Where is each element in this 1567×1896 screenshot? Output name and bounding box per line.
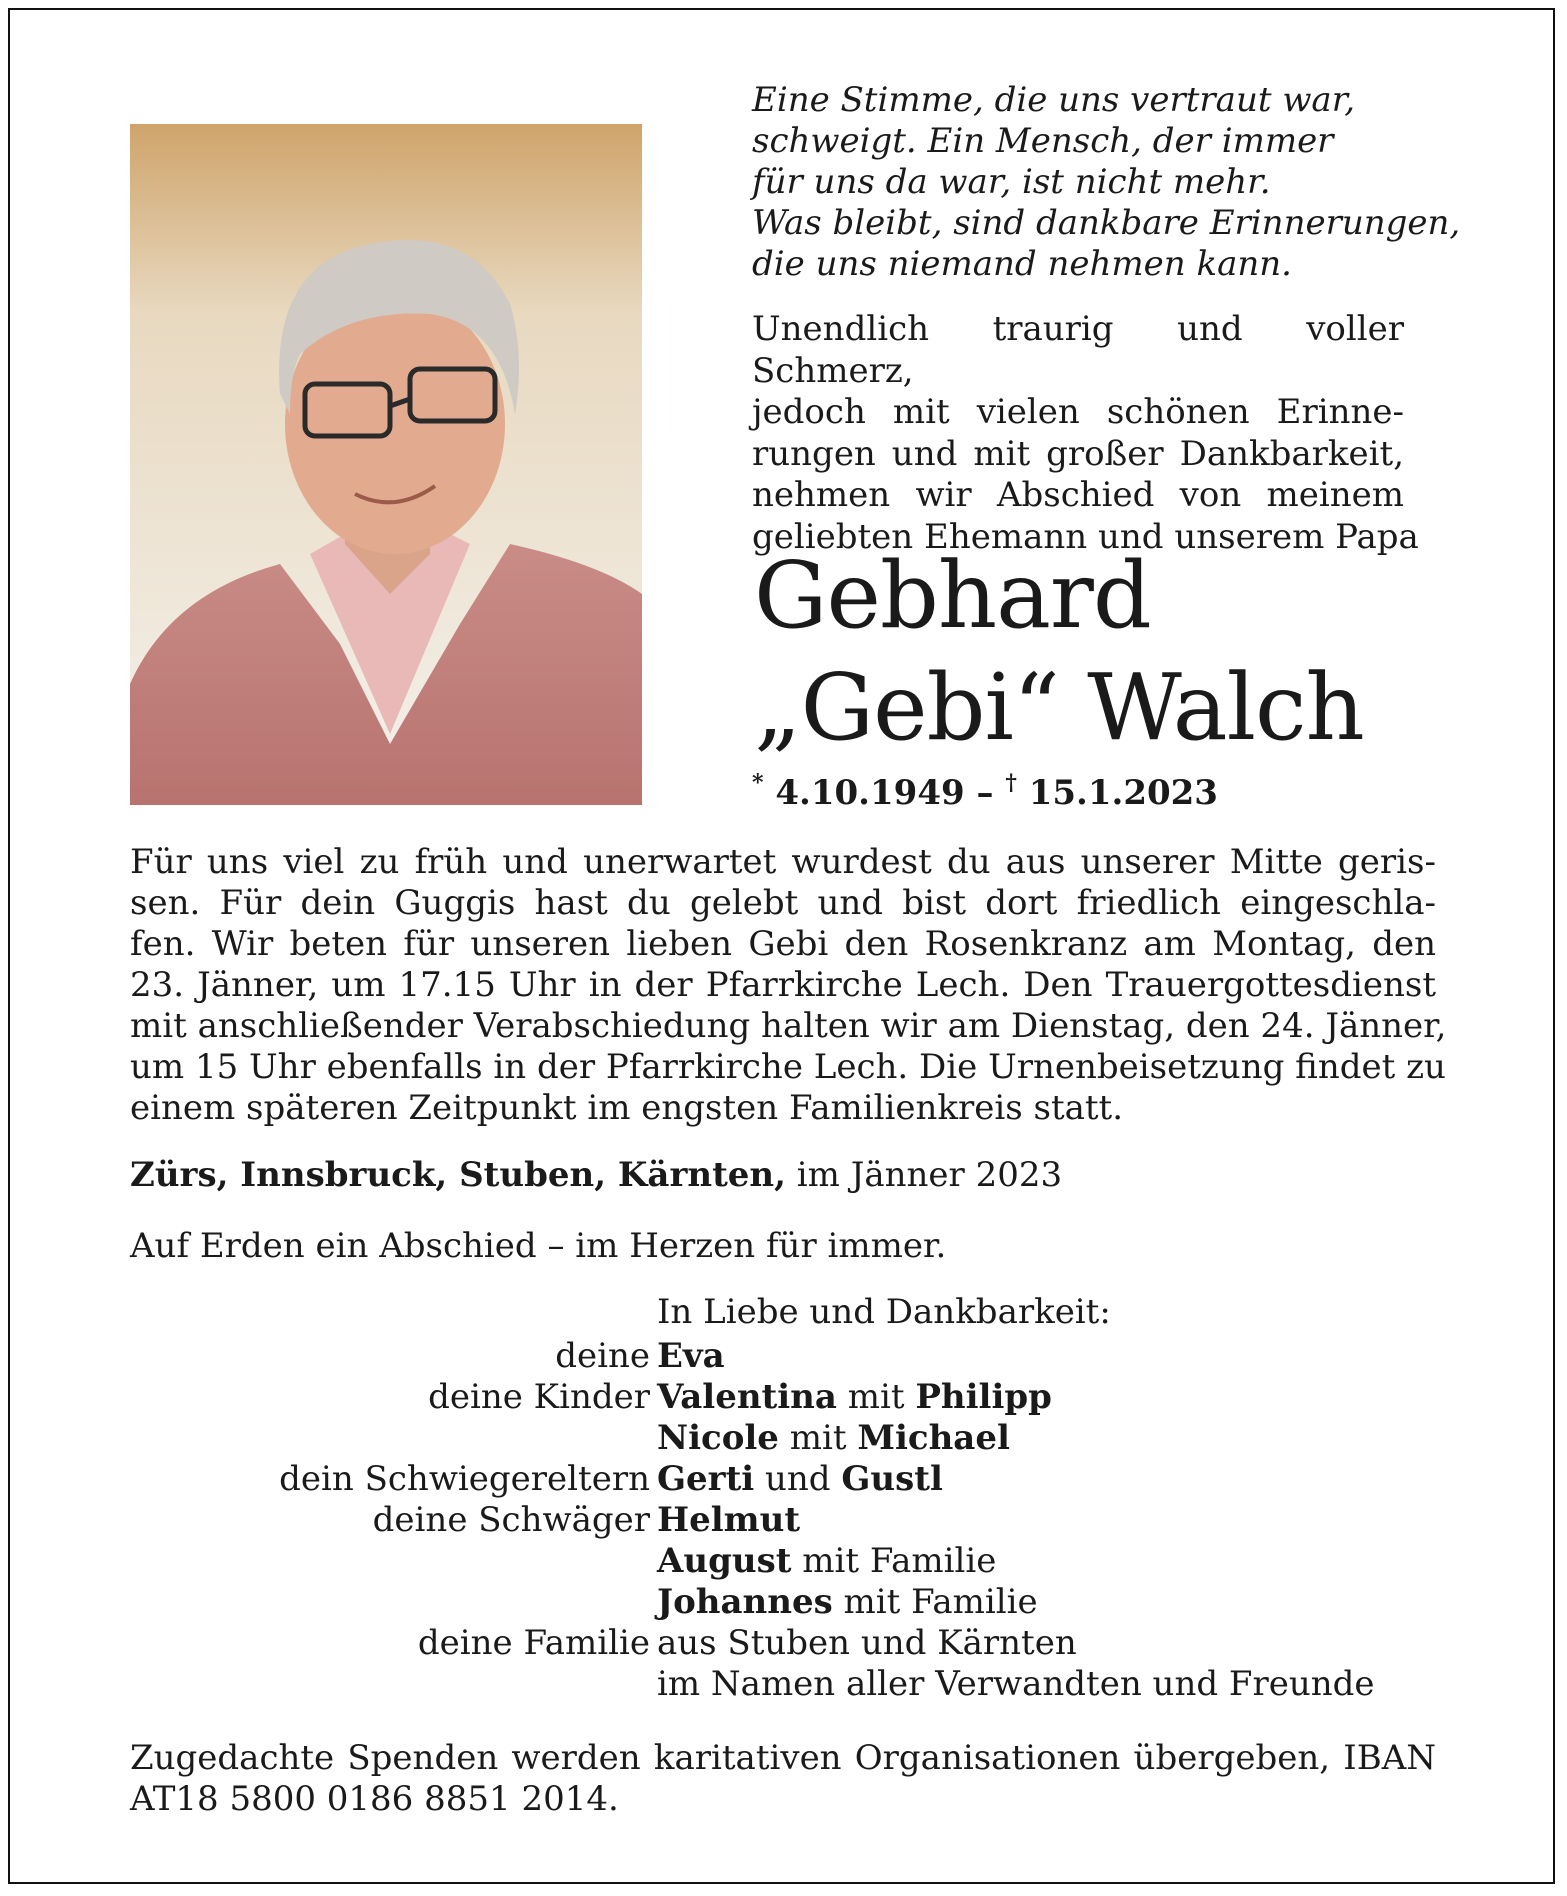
mourner-connector: mit [778,1418,858,1458]
body-line: Für uns viel zu früh und unerwartet wurdest du aus unserer Mitte geris- [130,842,1436,882]
intro-line: geliebten Ehemann und unserem Papa [752,516,1419,557]
donation-line: AT18 5800 0186 8851 2014. [130,1779,619,1819]
mourner-row [0,1336,1567,1377]
mourner-names [657,1541,996,1582]
mourner-row [0,1664,1567,1705]
intro-line: nehmen wir Abschied von meinem [752,475,1404,515]
mourner-name: August [657,1541,792,1581]
name-line-1: Gebhard [754,542,1151,649]
life-dates [752,770,1218,813]
mourner-name: Eva [657,1336,725,1376]
body-line: mit anschließender Verabschiedung halten wir am Dienstag, den 24. Jänner, [130,1006,1447,1046]
mourner-row [0,1459,1567,1500]
donation-line: Zugedachte Spenden werden karitativen Organisationen übergeben, IBAN [130,1738,1436,1778]
poem-line: schweigt. Ein Mensch, der immer [752,121,1334,161]
mourner-row [0,1541,1567,1582]
date-separator: – [964,773,1006,813]
mourner-connector: mit Familie [832,1582,1038,1622]
mourner-row [0,1500,1567,1541]
donation-note [130,1738,1436,1820]
mourner-row [0,1377,1567,1418]
mourner-relation: deine Schwäger [372,1500,650,1540]
mourner-names [657,1377,1052,1418]
mourner-name: Gerti [657,1459,755,1499]
intro-line: Unendlich traurig und voller Schmerz, [752,309,1404,391]
mourner-connector: aus Stuben und Kärnten [657,1623,1077,1663]
body-line: sen. Für dein Guggis hast du gelebt und bist dort friedlich eingeschla- [130,883,1436,923]
mourner-row [0,1623,1567,1664]
mourner-relation: dein Schwiegereltern [279,1459,650,1499]
poem-line: die uns niemand nehmen kann. [752,244,1292,284]
deceased-name [754,540,1364,764]
mourner-row [0,1418,1567,1459]
mourner-relation: deine Familie [417,1623,650,1663]
mourner-names [657,1623,1077,1664]
intro-paragraph [752,309,1419,558]
portrait-photo [130,124,642,805]
death-date: 15.1.2023 [1028,773,1218,813]
poem-line: für uns da war, ist nicht mehr. [752,162,1271,202]
place-and-date [130,1155,1062,1195]
poem [752,80,1461,285]
mourner-names [657,1459,943,1500]
mourner-names [657,1582,1038,1623]
mourner-connector: mit [836,1377,916,1417]
body-line: einem späteren Zeitpunkt im engsten Familienkreis statt. [130,1088,1124,1128]
mourner-name: Gustl [841,1459,943,1499]
death-symbol: † [1005,770,1017,796]
mourner-relation: deine Kinder [428,1377,650,1417]
body-line: fen. Wir beten für unseren lieben Gebi den Rosenkranz am Montag, den [130,924,1436,964]
mourner-name: Michael [857,1418,1010,1458]
body-line: 23. Jänner, um 17.15 Uhr in der Pfarrkirche Lech. Den Trauergottesdienst [130,965,1436,1005]
poem-line: Eine Stimme, die uns vertraut war, [752,80,1356,120]
mourner-names [657,1500,800,1541]
mourners-list [0,1336,1567,1705]
intro-line: rungen und mit großer Dankbarkeit, [752,433,1404,474]
mourner-name: Helmut [657,1500,801,1540]
mourner-connector: im Namen aller Verwandten und Freunde [657,1664,1375,1704]
mourner-names [657,1336,725,1377]
mourner-relation: deine [555,1336,650,1376]
mourner-connector: mit Familie [791,1541,997,1581]
mourner-names [657,1664,1375,1705]
mourner-name: Johannes [657,1582,833,1622]
mourner-name: Philipp [915,1377,1052,1417]
locations: Zürs, Innsbruck, Stuben, Kärnten, [130,1155,786,1195]
poem-line: Was bleibt, sind dankbare Erinnerungen, [752,203,1461,243]
birth-symbol: * [752,770,764,796]
mourner-connector: und [754,1459,842,1499]
month-year: im Jänner 2023 [785,1155,1063,1195]
motto: Auf Erden ein Abschied – im Herzen für immer. [130,1226,947,1266]
mourner-row [0,1582,1567,1623]
body-line: um 15 Uhr ebenfalls in der Pfarrkirche Lech. Die Urnenbeisetzung findet zu [130,1047,1446,1087]
mourner-name: Nicole [657,1418,779,1458]
mourner-name: Valentina [657,1377,837,1417]
birth-date: 4.10.1949 [775,773,965,813]
intro-line: jedoch mit vielen schönen Erinne- [752,392,1404,432]
signoff: In Liebe und Dankbarkeit: [657,1292,1111,1332]
body-paragraph [130,842,1447,1129]
name-line-2: „Gebi“ Walch [754,654,1364,761]
mourner-names [657,1418,1010,1459]
